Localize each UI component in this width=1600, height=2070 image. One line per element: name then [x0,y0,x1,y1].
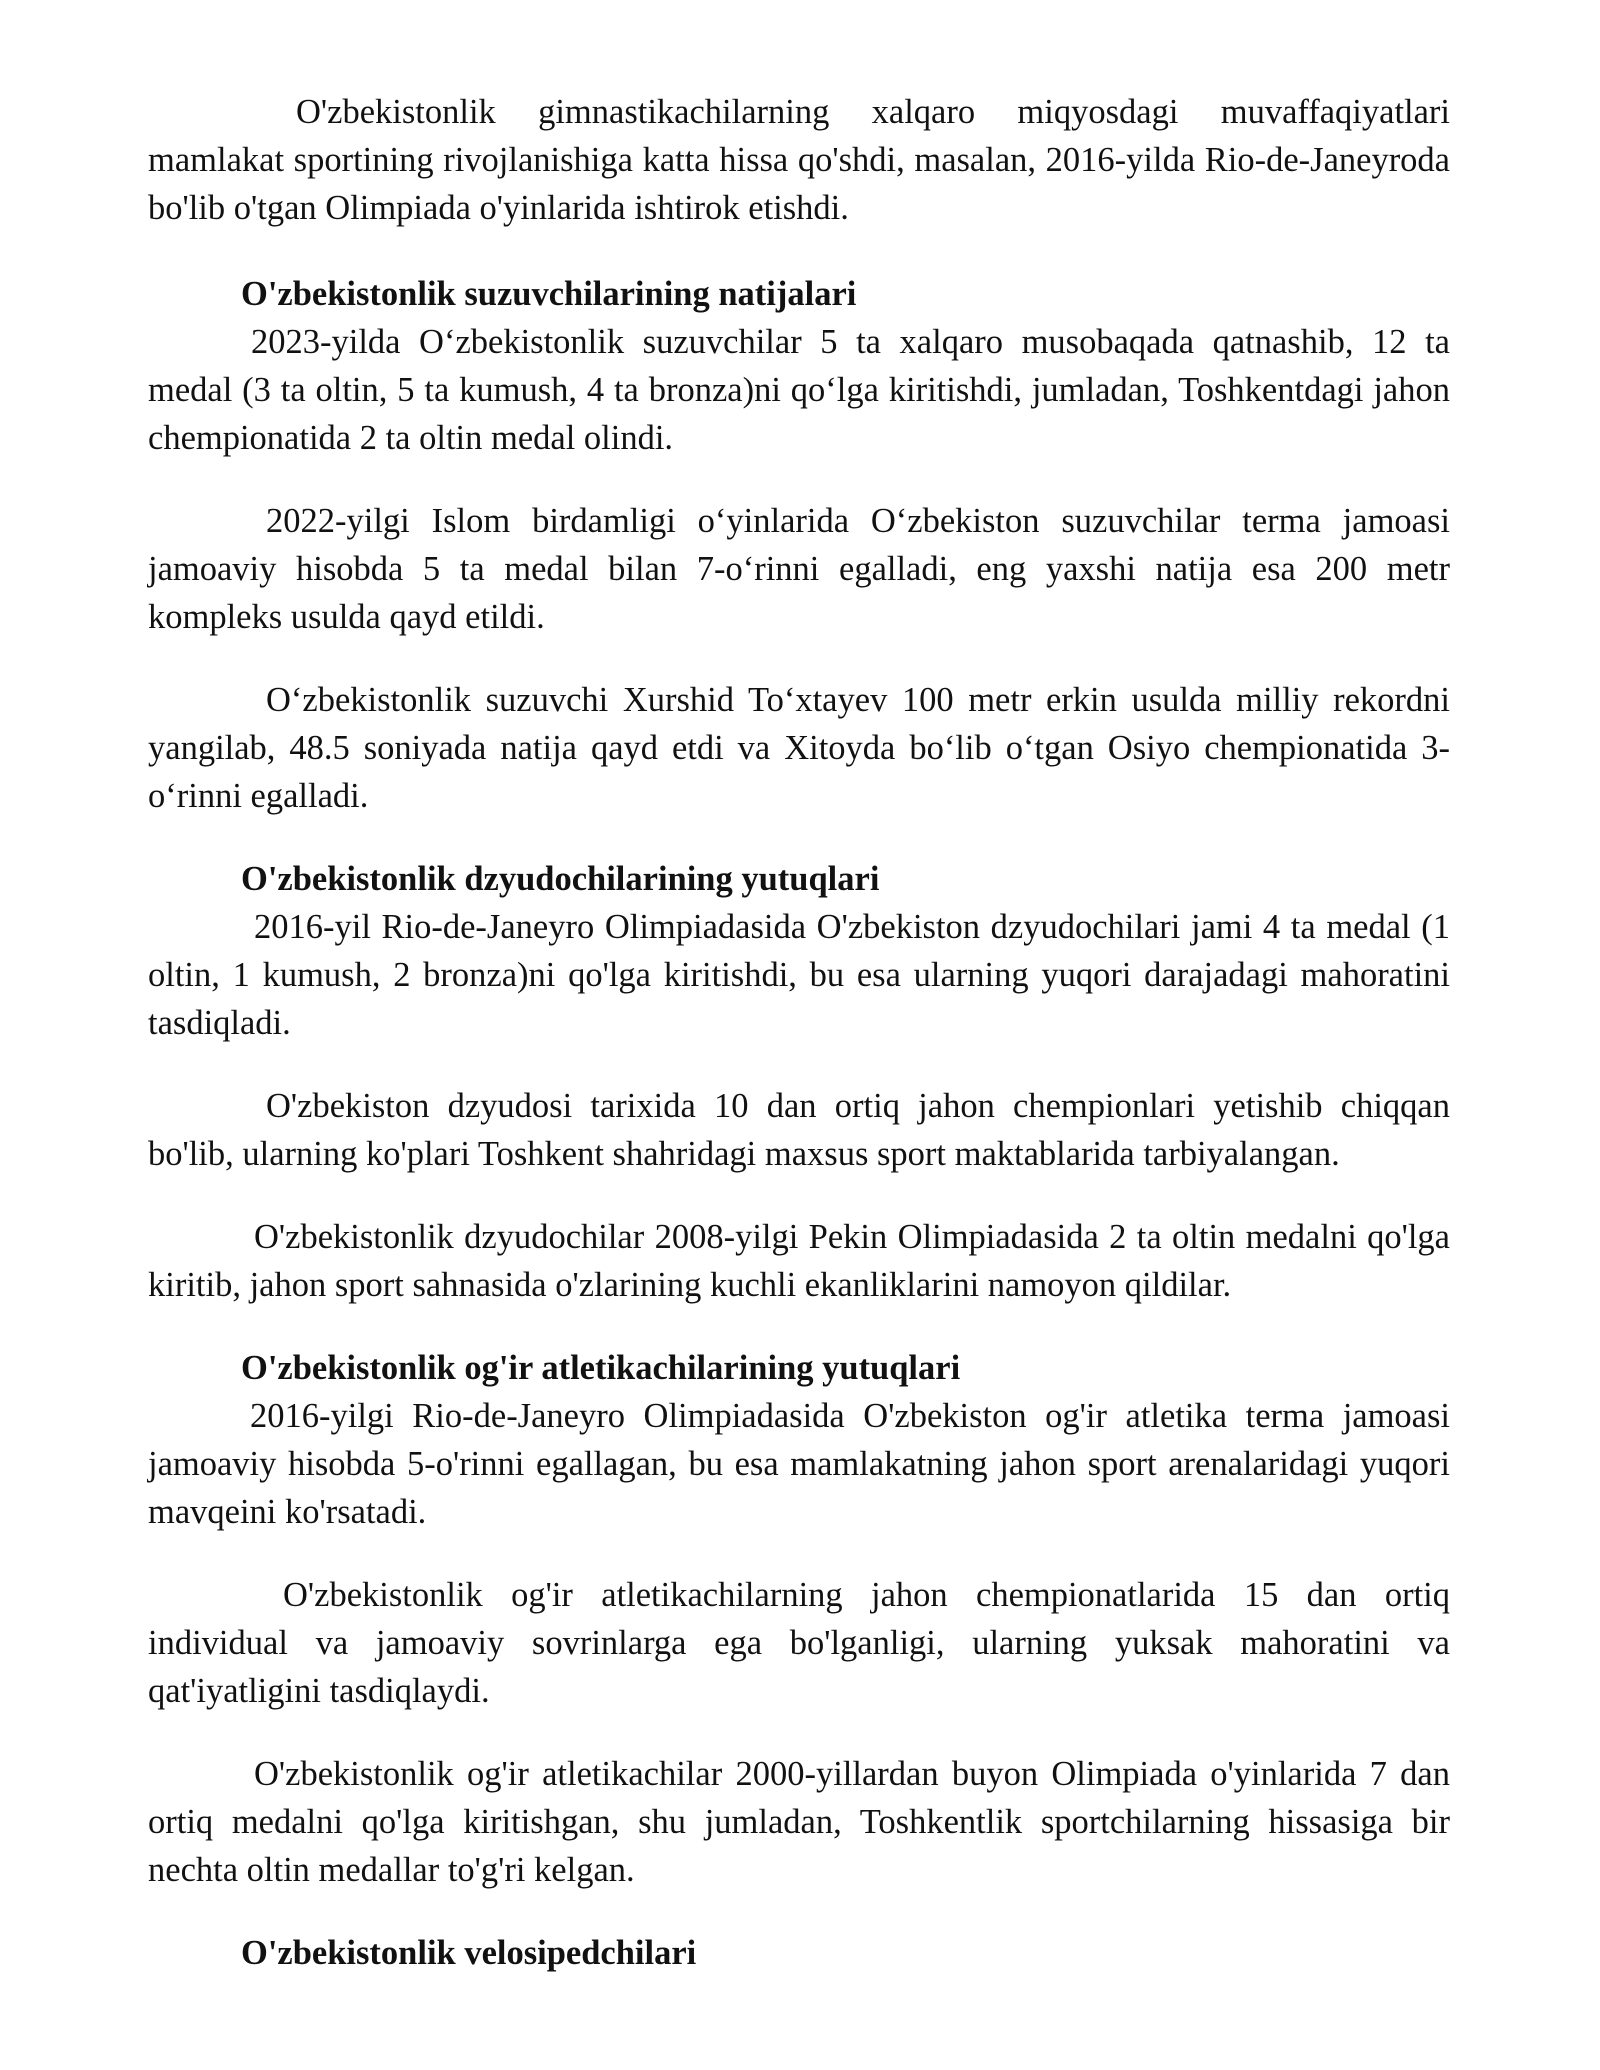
paragraph-swimmers-2023: 2023-yilda O‘zbekistonlik suzuvchilar 5 ta xalqaro musobaqada qatnashib, 12 ta medal (3 ta oltin, 5 ta kumush, 4 ta bronza)ni qo‘lga kiritishdi, jumladan, Toshkentdagi jahon chempionatida 2 ta oltin medal olindi. [148,323,1450,457]
paragraph-judo-history: O'zbekiston dzyudosi tarixida 10 dan ortiq jahon chempionlari yetishib chiqqan bo'lib, ularning ko'plari Toshkent shahridagi maxsus sport maktablarida tarbiyalangan. [148,1087,1450,1173]
document-page [148,88,1450,1977]
paragraph-weightlifting-rio: 2016-yilgi Rio-de-Janeyro Olimpiadasida O'zbekiston og'ir atletika terma jamoasi jamoaviy hisobda 5-o'rinni egallagan, bu esa mamlakatning jahon sport arenalaridagi yuqori mavqeini ko'rsatadi. [148,1397,1450,1531]
heading-weightlifting: O'zbekistonlik og'ir atletikachilarining yutuqlari [241,1349,961,1387]
paragraph-swimmer-record: O‘zbekistonlik suzuvchi Xurshid To‘xtayev 100 metr erkin usulda milliy rekordni yangilab, 48.5 soniyada natija qayd etdi va Xitoyda bo‘lib o‘tgan Osiyo chempionatida 3-o‘rinni egalladi. [148,681,1450,815]
paragraph-weightlifting-championships: O'zbekistonlik og'ir atletikachilarning jahon chempionatlarida 15 dan ortiq individual va jamoaviy sovrinlarga ega bo'lganligi, ularning yuksak mahoratini va qat'iyatligini tasdiqlaydi. [148,1576,1450,1710]
heading-cyclists: O'zbekistonlik velosipedchilari [241,1934,697,1972]
paragraph-judo-beijing: O'zbekistonlik dzyudochilar 2008-yilgi Pekin Olimpiadasida 2 ta oltin medalni qo'lga kiritib, jahon sport sahnasida o'zlarining kuchli ekanliklarini namoyon qildilar. [148,1218,1450,1304]
paragraph-weightlifting-olympics: O'zbekistonlik og'ir atletikachilar 2000-yillardan buyon Olimpiada o'yinlarida 7 dan ortiq medalni qo'lga kiritishgan, shu jumladan, Toshkentlik sportchilarning hissasiga bir nechta oltin medallar to'g'ri kelgan. [148,1755,1450,1889]
heading-swimmers: O'zbekistonlik suzuvchilarining natijalari [241,275,857,313]
heading-judo: O'zbekistonlik dzyudochilarining yutuqlari [241,860,880,898]
paragraph-swimmers-2022: 2022-yilgi Islom birdamligi o‘yinlarida O‘zbekiston suzuvchilar terma jamoasi jamoaviy hisobda 5 ta medal bilan 7-o‘rinni egalladi, eng yaxshi natija esa 200 metr kompleks usulda qayd etildi. [148,502,1450,636]
paragraph-gymnastics: O'zbekistonlik gimnastikachilarning xalqaro miqyosdagi muvaffaqiyatlari mamlakat sportining rivojlanishiga katta hissa qo'shdi, masalan, 2016-yilda Rio-de-Janeyroda bo'lib o'tgan Olimpiada o'yinlarida ishtirok etishdi. [148,93,1450,227]
paragraph-judo-rio: 2016-yil Rio-de-Janeyro Olimpiadasida O'zbekiston dzyudochilari jami 4 ta medal (1 oltin, 1 kumush, 2 bronza)ni qo'lga kiritishdi, bu esa ularning yuqori darajadagi mahoratini tasdiqladi. [148,908,1450,1042]
